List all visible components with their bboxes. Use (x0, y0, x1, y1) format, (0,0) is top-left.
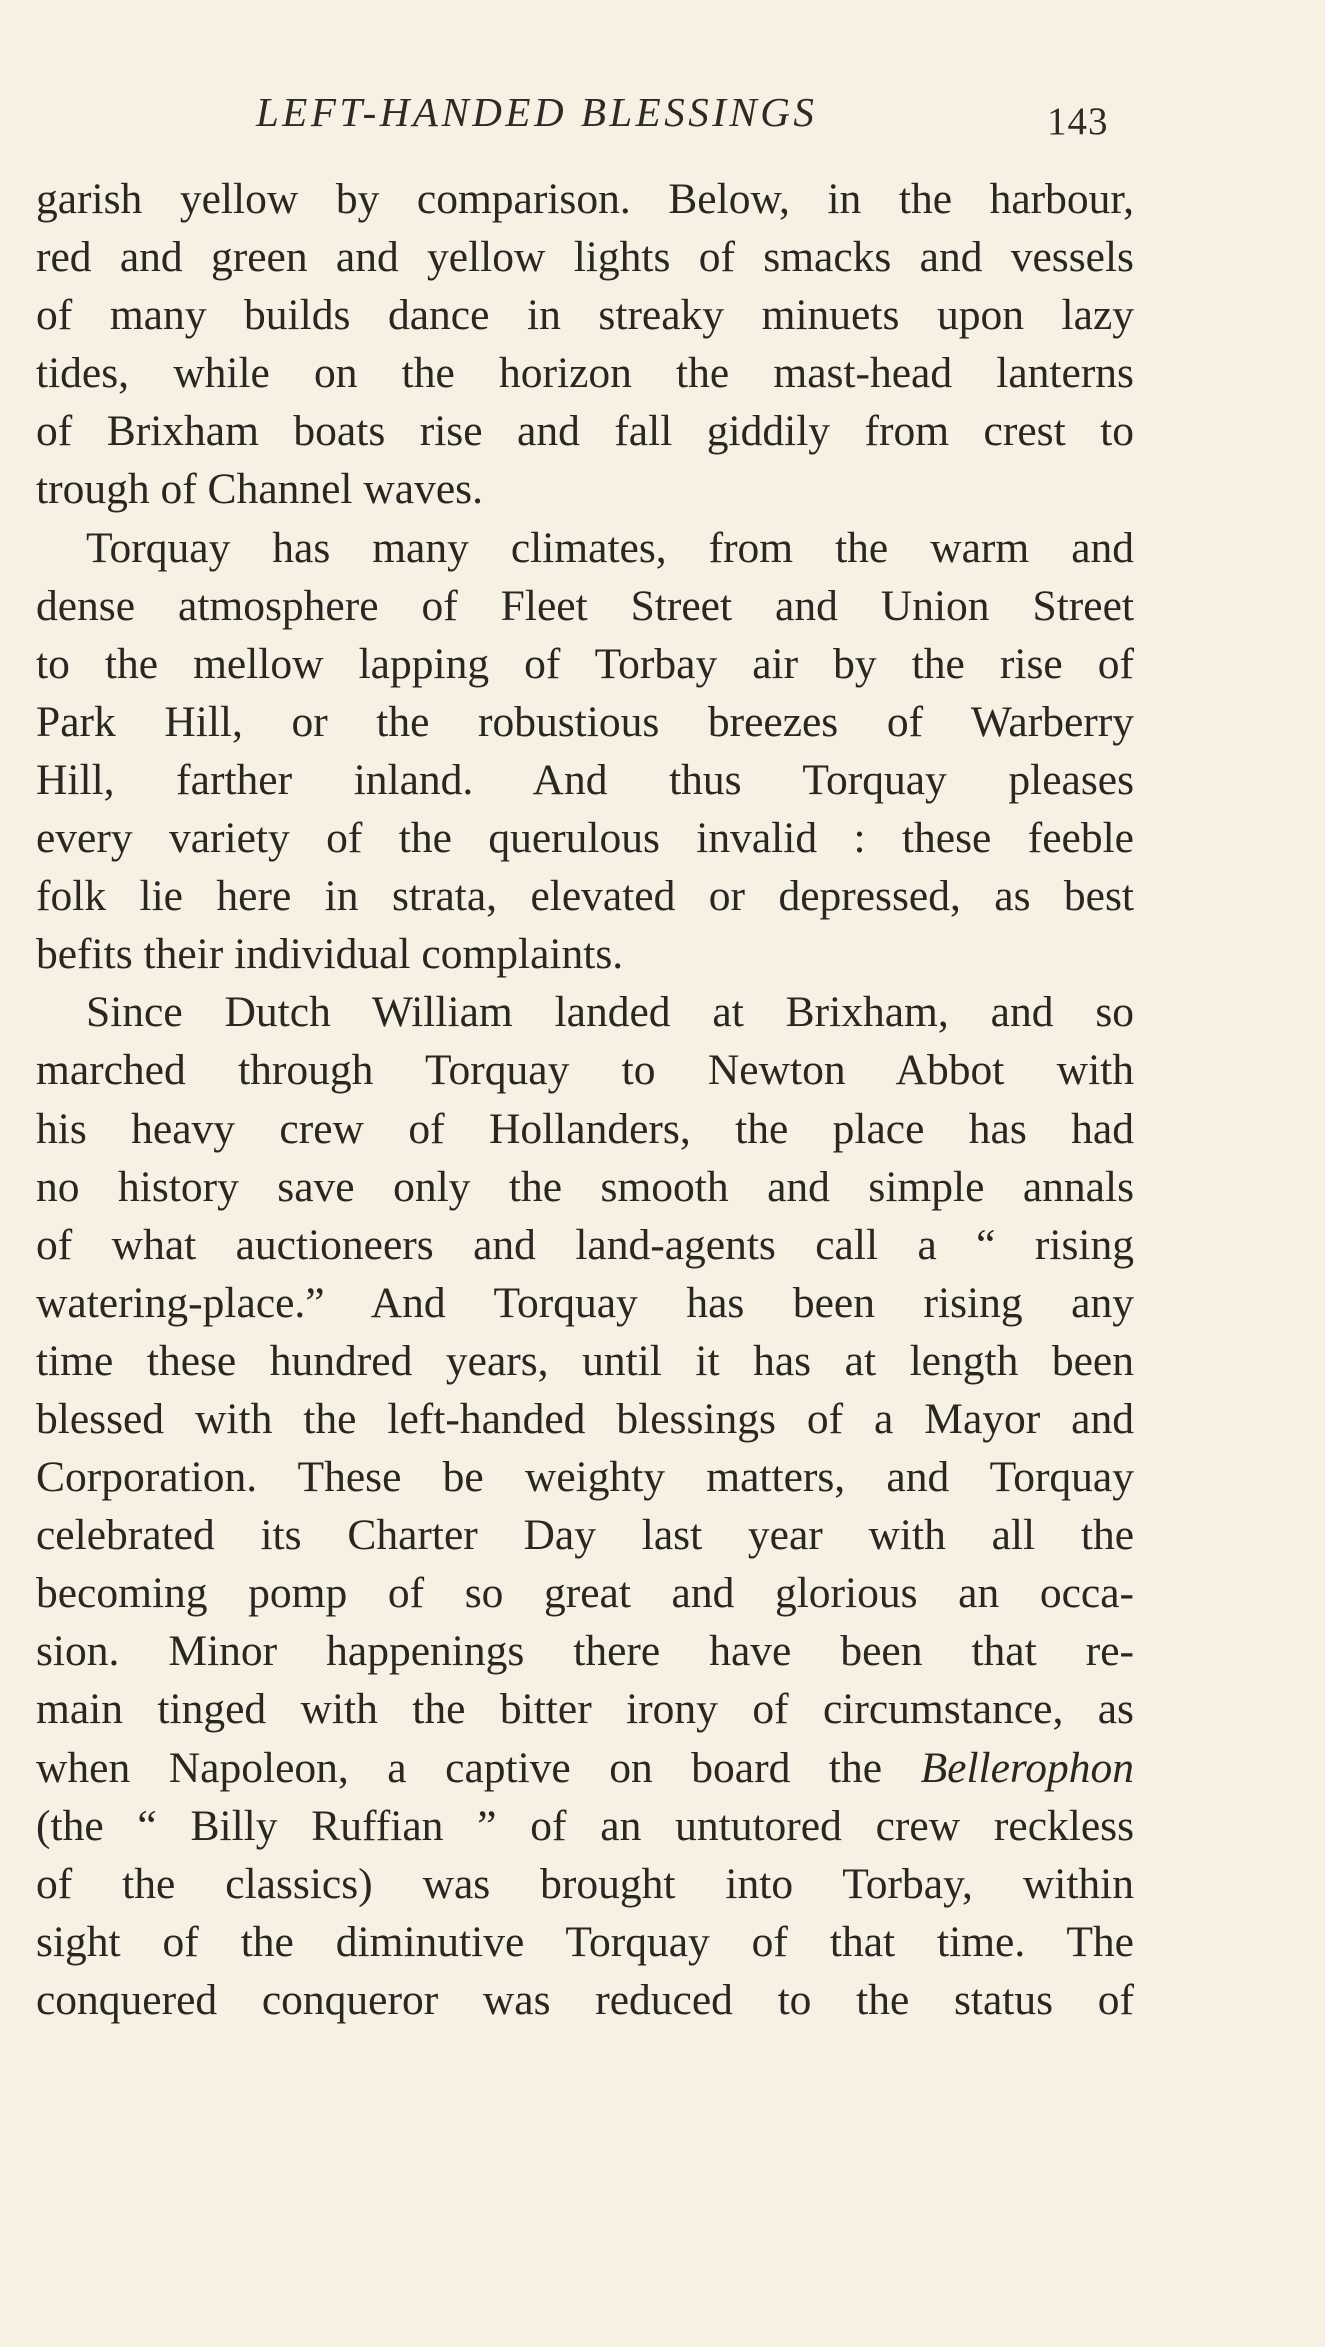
text-line: of Brixham boats rise and fall giddily from crest to (36, 407, 1134, 456)
text-line: of the classics) was brought into Torbay, within (36, 1859, 1134, 1908)
running-head (0, 88, 1325, 148)
text-line: red and green and yellow lights of smacks and vessels (36, 233, 1134, 282)
text-line: Park Hill, or the robustious breezes of Warberry (36, 697, 1134, 746)
text-line: sight of the diminutive Torquay of that time. The (36, 1917, 1134, 1966)
text-line: befits their individual complaints. (36, 930, 624, 979)
running-title: LEFT-HANDED BLESSINGS (256, 89, 818, 135)
text-line: celebrated its Charter Day last year with all the (36, 1511, 1134, 1560)
text-line: Torquay has many climates, from the warm and (86, 523, 1134, 572)
text-line: his heavy crew of Hollanders, the place has had (36, 1104, 1134, 1153)
text-line: marched through Torquay to Newton Abbot with (36, 1046, 1134, 1095)
page-number: 143 (1047, 100, 1109, 143)
paragraph-1 (36, 170, 1134, 519)
text-line: becoming pomp of so great and glorious an occa- (36, 1569, 1134, 1618)
text-line: every variety of the querulous invalid : these feeble (36, 814, 1134, 863)
text-line: blessed with the left-handed blessings of a Mayor and (36, 1394, 1134, 1443)
text-line: Since Dutch William landed at Brixham, and so (86, 988, 1134, 1037)
body-text (36, 170, 1134, 2029)
text-line: to the mellow lapping of Torbay air by the rise of (36, 639, 1134, 688)
ship-name-italic: Bellerophon (920, 1743, 1134, 1792)
text-line: no history save only the smooth and simple annals (36, 1162, 1134, 1211)
text-line: of many builds dance in streaky minuets upon lazy (36, 291, 1134, 340)
text-line: time these hundred years, until it has at length been (36, 1336, 1134, 1385)
paragraph-2 (36, 519, 1134, 984)
text-line: main tinged with the bitter irony of circumstance, as (36, 1685, 1134, 1734)
text-span: when Napoleon, a captive on board the (36, 1743, 921, 1792)
text-line: garish yellow by comparison. Below, in the harbour, (36, 175, 1134, 223)
text-line: Corporation. These be weighty matters, and Torquay (36, 1453, 1134, 1502)
text-line: folk lie here in strata, elevated or depressed, as best (36, 872, 1134, 921)
text-line: of what auctioneers and land-agents call a “ rising (36, 1220, 1134, 1269)
text-line-bellerophon (36, 1739, 1134, 1797)
text-line: Hill, farther inland. And thus Torquay pleases (36, 755, 1134, 804)
paragraph-3 (36, 983, 1134, 2029)
text-line: trough of Channel waves. (36, 465, 483, 514)
text-line: sion. Minor happenings there have been that re- (36, 1627, 1134, 1676)
text-line: watering-place.” And Torquay has been rising any (36, 1278, 1134, 1327)
text-line: conquered conqueror was reduced to the status of (36, 1975, 1134, 2024)
text-line: tides, while on the horizon the mast-head lanterns (36, 349, 1134, 398)
text-line: (the “ Billy Ruffian ” of an untutored crew reckless (36, 1801, 1134, 1850)
text-line: dense atmosphere of Fleet Street and Union Street (36, 581, 1134, 630)
